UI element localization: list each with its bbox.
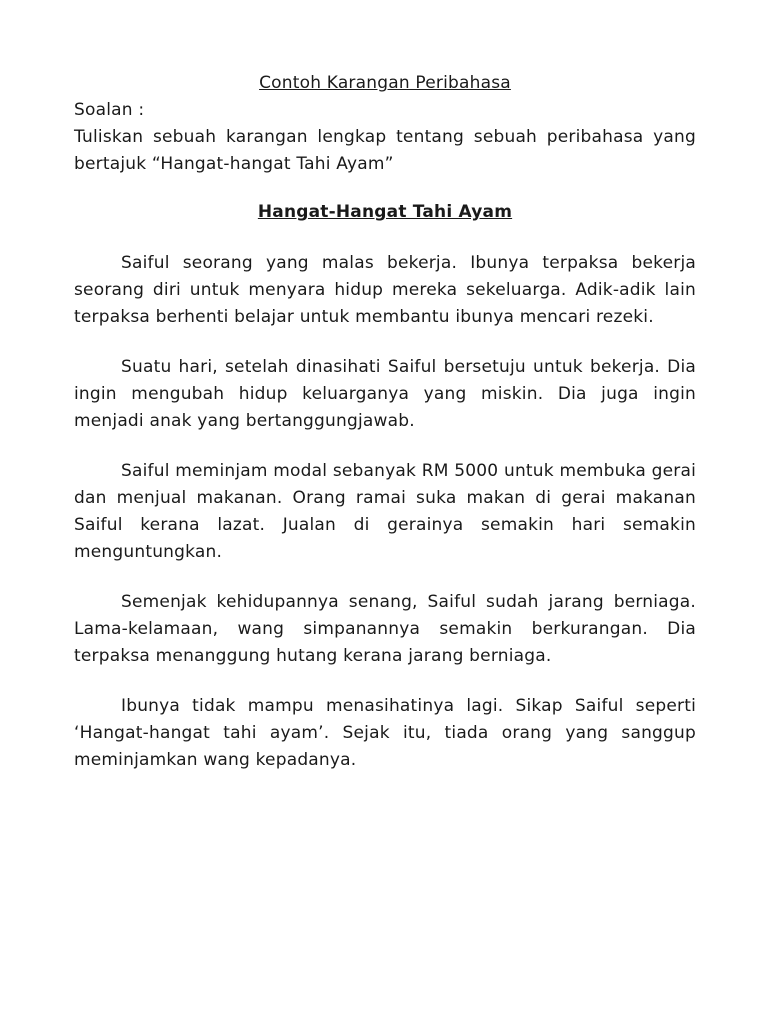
essay-title: Hangat-Hangat Tahi Ayam (257, 202, 513, 222)
document-title: Contoh Karangan Peribahasa (259, 73, 511, 93)
essay-paragraph-3: Saiful meminjam modal sebanyak RM 5000 untuk membuka gerai dan menjual makanan. Orang ramai suka makan di gerai makanan Saiful kerana lazat. Jualan di gerainya semakin hari semakin menguntungkan. (74, 461, 696, 562)
question-text: Tuliskan sebuah karangan lengkap tentang sebuah peribahasa yang bertajuk “Hangat-hangat Tahi Ayam” (74, 127, 696, 174)
question-label: Soalan : (74, 100, 145, 120)
document-page (74, 70, 696, 797)
essay-paragraph-1: Saiful seorang yang malas bekerja. Ibunya terpaksa bekerja seorang diri untuk menyara hidup mereka sekeluarga. Adik-adik lain terpaksa berhenti belajar untuk membantu ibunya mencari rezeki. (74, 253, 696, 327)
essay-paragraph-2: Suatu hari, setelah dinasihati Saiful bersetuju untuk bekerja. Dia ingin mengubah hidup keluarganya yang miskin. Dia juga ingin menjadi anak yang bertanggungjawab. (74, 357, 696, 431)
essay-paragraph-4: Semenjak kehidupannya senang, Saiful sudah jarang berniaga. Lama-kelamaan, wang simpanannya semakin berkurangan. Dia terpaksa menanggung hutang kerana jarang berniaga. (74, 592, 696, 666)
essay-paragraph-5: Ibunya tidak mampu menasihatinya lagi. Sikap Saiful seperti ‘Hangat-hangat tahi ayam’. Sejak itu, tiada orang yang sanggup meminjamkan wang kepadanya. (74, 696, 696, 770)
